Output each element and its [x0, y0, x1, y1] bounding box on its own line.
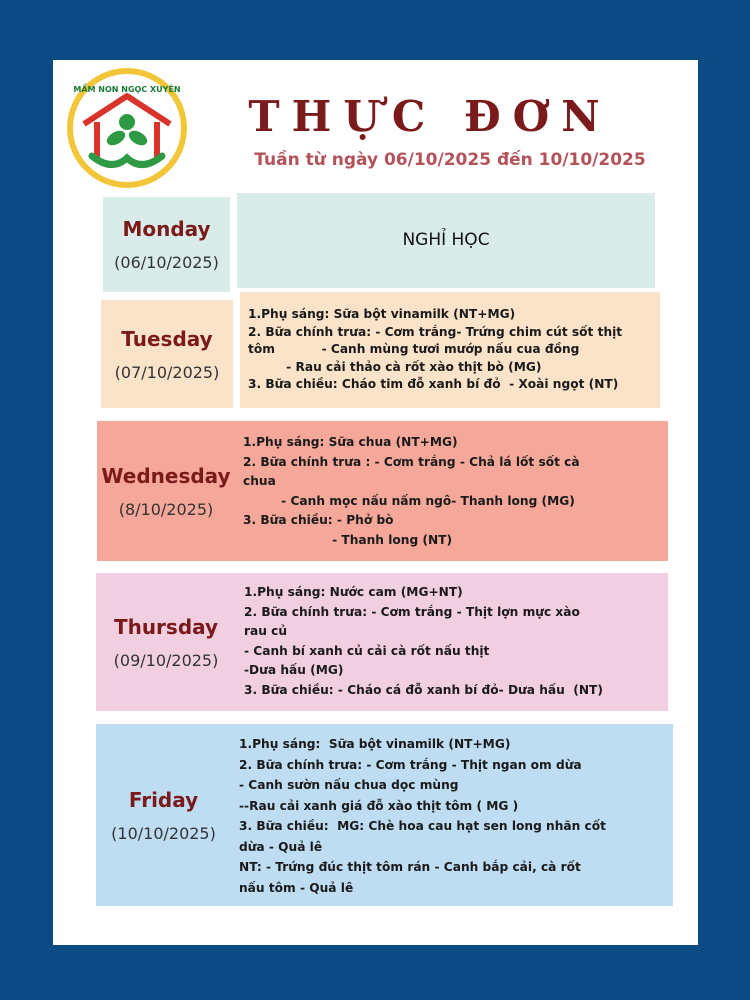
menu-line: 1.Phụ sáng: Sữa bột vinamilk (NT+MG) — [239, 737, 511, 751]
day-label-monday — [103, 197, 230, 292]
menu-line: 2. Bữa chính trưa: - Cơm trắng- Trứng chim cút sốt thịt — [248, 324, 623, 339]
day-name: Monday — [122, 217, 211, 241]
menu-line: 1.Phụ sáng: Sữa bột vinamilk (NT+MG) — [248, 307, 516, 321]
menu-line: nấu tôm - Quả lê — [239, 880, 354, 895]
menu-line: dừa - Quả lê — [239, 839, 323, 854]
menu-line: 3. Bữa chiều: MG: Chè hoa cau hạt sen long nhãn cốt — [239, 819, 606, 833]
day-label-friday — [96, 724, 231, 906]
menu-line: NGHỈ HỌC — [402, 230, 490, 250]
menu-line: 2. Bữa chính trưa: - Cơm trắng - Thịt lợn mực xào — [244, 604, 580, 619]
day-date: (10/10/2025) — [111, 823, 216, 843]
menu-line: rau củ — [244, 624, 288, 638]
day-name: Wednesday — [101, 463, 231, 488]
menu-line: 3. Bữa chiều: - Cháo cá đỗ xanh bí đỏ- Dưa hấu (NT) — [244, 682, 603, 697]
day-label-wednesday — [97, 421, 235, 561]
menu-wednesday — [235, 421, 668, 561]
day-date: (06/10/2025) — [114, 253, 219, 272]
logo-text: MẦM NON NGỌC XUYÊN — [73, 85, 181, 94]
menu-line: --Rau cải xanh giá đỗ xào thịt tôm ( MG ) — [239, 798, 519, 813]
day-date: (09/10/2025) — [113, 650, 219, 670]
day-label-thursday — [96, 573, 236, 711]
menu-line: - Rau cải thảo cà rốt xào thịt bò (MG) — [248, 359, 542, 374]
page-title: THỰC ĐƠN — [248, 92, 612, 141]
menu-line: - Thanh long (NT) — [243, 532, 453, 547]
menu-monday — [237, 193, 655, 288]
menu-line: tôm - Canh mùng tươi mướp nấu cua đồng — [248, 342, 580, 356]
day-name: Thursday — [113, 614, 219, 639]
menu-line: 2. Bữa chính trưa : - Cơm trắng - Chả lá lốt sốt cà — [243, 454, 580, 469]
day-date: (8/10/2025) — [118, 499, 214, 519]
day-label-tuesday — [101, 300, 233, 408]
menu-line: 1.Phụ sáng: Sữa chua (NT+MG) — [243, 435, 458, 449]
school-logo — [62, 66, 192, 191]
week-subtitle: Tuần từ ngày 06/10/2025 đến 10/10/2025 — [254, 150, 646, 170]
menu-line: chua — [243, 474, 276, 488]
menu-line: - Canh sườn nấu chua dọc mùng — [239, 778, 459, 792]
menu-thursday — [236, 573, 668, 711]
menu-line: -Dưa hấu (MG) — [244, 663, 344, 677]
menu-line: 3. Bữa chiều: Cháo tim đỗ xanh bí đỏ - Xoài ngọt (NT) — [248, 377, 619, 391]
menu-line: NT: - Trứng đúc thịt tôm rán - Canh bắp cải, cà rốt — [239, 860, 581, 874]
day-date: (07/10/2025) — [114, 362, 220, 382]
menu-line: 2. Bữa chính trưa: - Cơm trắng - Thịt ngan om dừa — [239, 757, 582, 772]
day-name: Tuesday — [121, 326, 213, 351]
menu-line: - Canh bí xanh củ cải cà rốt nấu thịt — [244, 643, 490, 658]
menu-line: - Canh mọc nấu nấm ngô- Thanh long (MG) — [243, 493, 575, 508]
menu-line: 3. Bữa chiều: - Phở bò — [243, 513, 394, 527]
menu-line: 1.Phụ sáng: Nước cam (MG+NT) — [244, 585, 463, 599]
day-name: Friday — [128, 787, 199, 812]
menu-tuesday — [240, 292, 660, 408]
menu-friday — [231, 724, 673, 906]
